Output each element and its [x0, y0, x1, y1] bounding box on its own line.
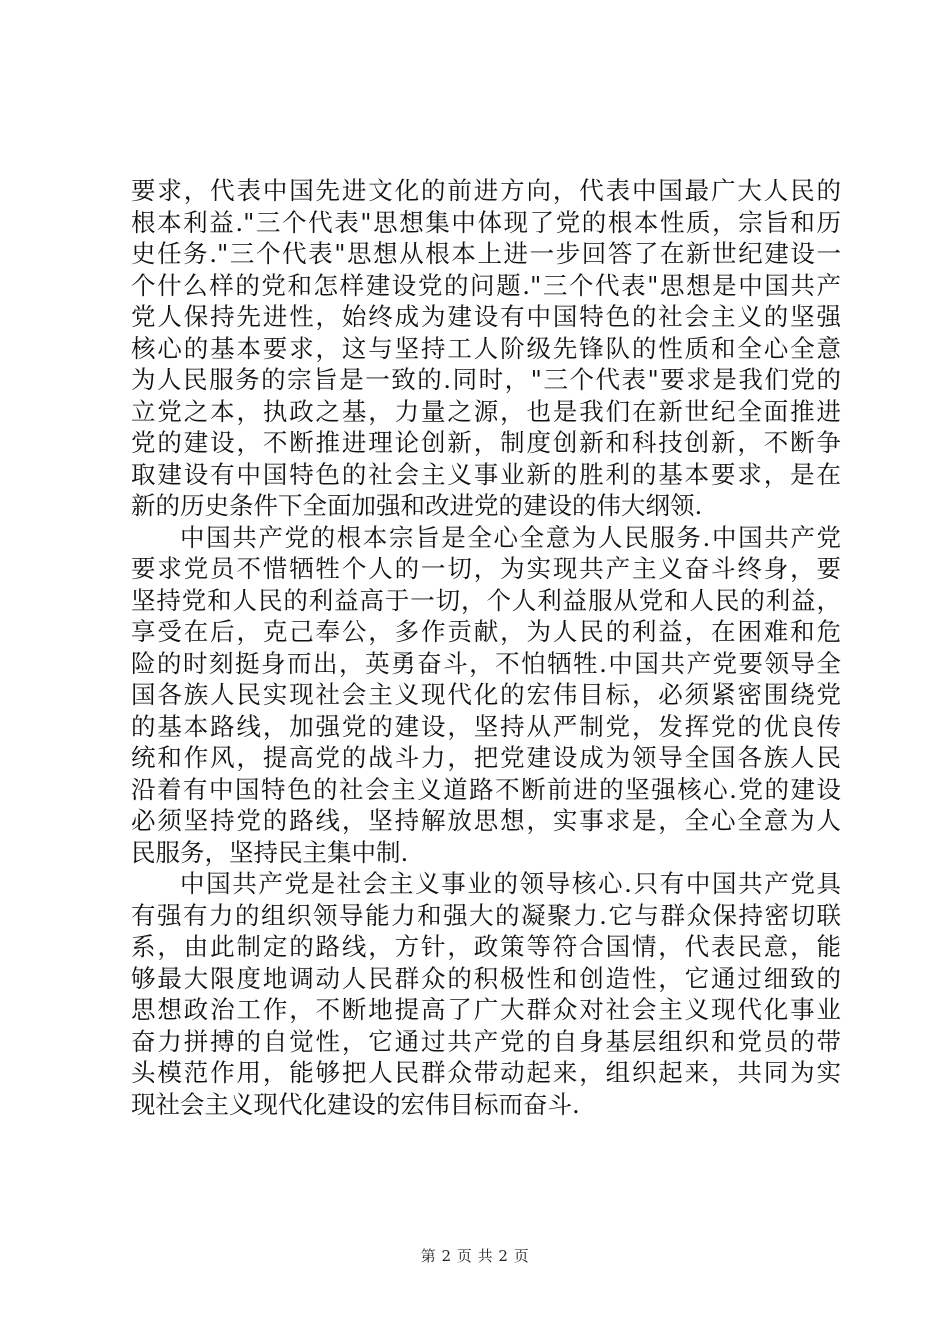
text-line: 够最大限度地调动人民群众的积极性和创造性，它通过细致的: [131, 963, 841, 993]
text-line: 有强有力的组织领导能力和强大的凝聚力.它与群众保持密切联: [131, 900, 841, 930]
text-line: 现社会主义现代化建设的宏伟目标而奋斗.: [131, 1089, 580, 1119]
text-line: 为人民服务的宗旨是一致的.同时，"三个代表"要求是我们党的: [131, 365, 841, 394]
text-line: 取建设有中国特色的社会主义事业新的胜利的基本要求，是在: [131, 459, 841, 489]
text-line: 奋力拼搏的自觉性，它通过共产党的自身基层组织和党员的带: [131, 1026, 841, 1056]
text-line: 党的建设，不断推进理论创新，制度创新和科技创新，不断争: [131, 428, 841, 457]
text-line: 要求党员不惜牺牲个人的一切，为实现共产主义奋斗终身，要: [131, 554, 841, 583]
paragraph-first-line: 中国共产党的根本宗旨是全心全意为人民服务.中国共产党: [180, 522, 841, 552]
body-text: [131, 175, 841, 1120]
text-line: 核心的基本要求，这与坚持工人阶级先锋队的性质和全心全意: [131, 333, 841, 363]
text-line: 享受在后，克己奉公，多作贡献，为人民的利益，在困难和危: [131, 617, 841, 646]
paragraph-first-line: 中国共产党是社会主义事业的领导核心.只有中国共产党具: [180, 869, 841, 898]
text-line: 新的历史条件下全面加强和改进党的建设的伟大纲领.: [131, 491, 703, 520]
text-line: 立党之本，执政之基，力量之源，也是我们在新世纪全面推进: [131, 396, 841, 426]
text-line: 个什么样的党和怎样建设党的问题."三个代表"思想是中国共产: [131, 270, 841, 300]
text-line: 险的时刻挺身而出，英勇奋斗，不怕牺牲.中国共产党要领导全: [131, 648, 841, 678]
text-line: 根本利益."三个代表"思想集中体现了党的根本性质，宗旨和历: [131, 207, 841, 237]
text-line: 国各族人民实现社会主义现代化的宏伟目标，必须紧密围绕党: [131, 680, 841, 709]
text-line: 的基本路线，加强党的建设，坚持从严制党，发挥党的优良传: [131, 711, 841, 741]
text-line: 思想政治工作，不断地提高了广大群众对社会主义现代化事业: [131, 995, 841, 1024]
text-line: 系，由此制定的路线，方针，政策等符合国情，代表民意，能: [131, 932, 841, 961]
text-line: 民服务，坚持民主集中制.: [131, 837, 409, 867]
text-line: 统和作风，提高党的战斗力，把党建设成为领导全国各族人民: [131, 743, 841, 772]
page-number-footer: 第 2 页 共 2 页: [420, 1247, 530, 1265]
text-line: 头模范作用，能够把人民群众带动起来，组织起来，共同为实: [131, 1058, 841, 1087]
text-line: 党人保持先进性，始终成为建设有中国特色的社会主义的坚强: [131, 302, 841, 331]
text-line: 史任务."三个代表"思想从根本上进一步回答了在新世纪建设一: [131, 239, 841, 268]
text-line: 必须坚持党的路线，坚持解放思想，实事求是，全心全意为人: [131, 806, 841, 835]
text-line: 沿着有中国特色的社会主义道路不断前进的坚强核心.党的建设: [131, 774, 841, 804]
text-line: 坚持党和人民的利益高于一切，个人利益服从党和人民的利益，: [131, 585, 841, 615]
text-line: 要求，代表中国先进文化的前进方向，代表中国最广大人民的: [131, 176, 841, 205]
